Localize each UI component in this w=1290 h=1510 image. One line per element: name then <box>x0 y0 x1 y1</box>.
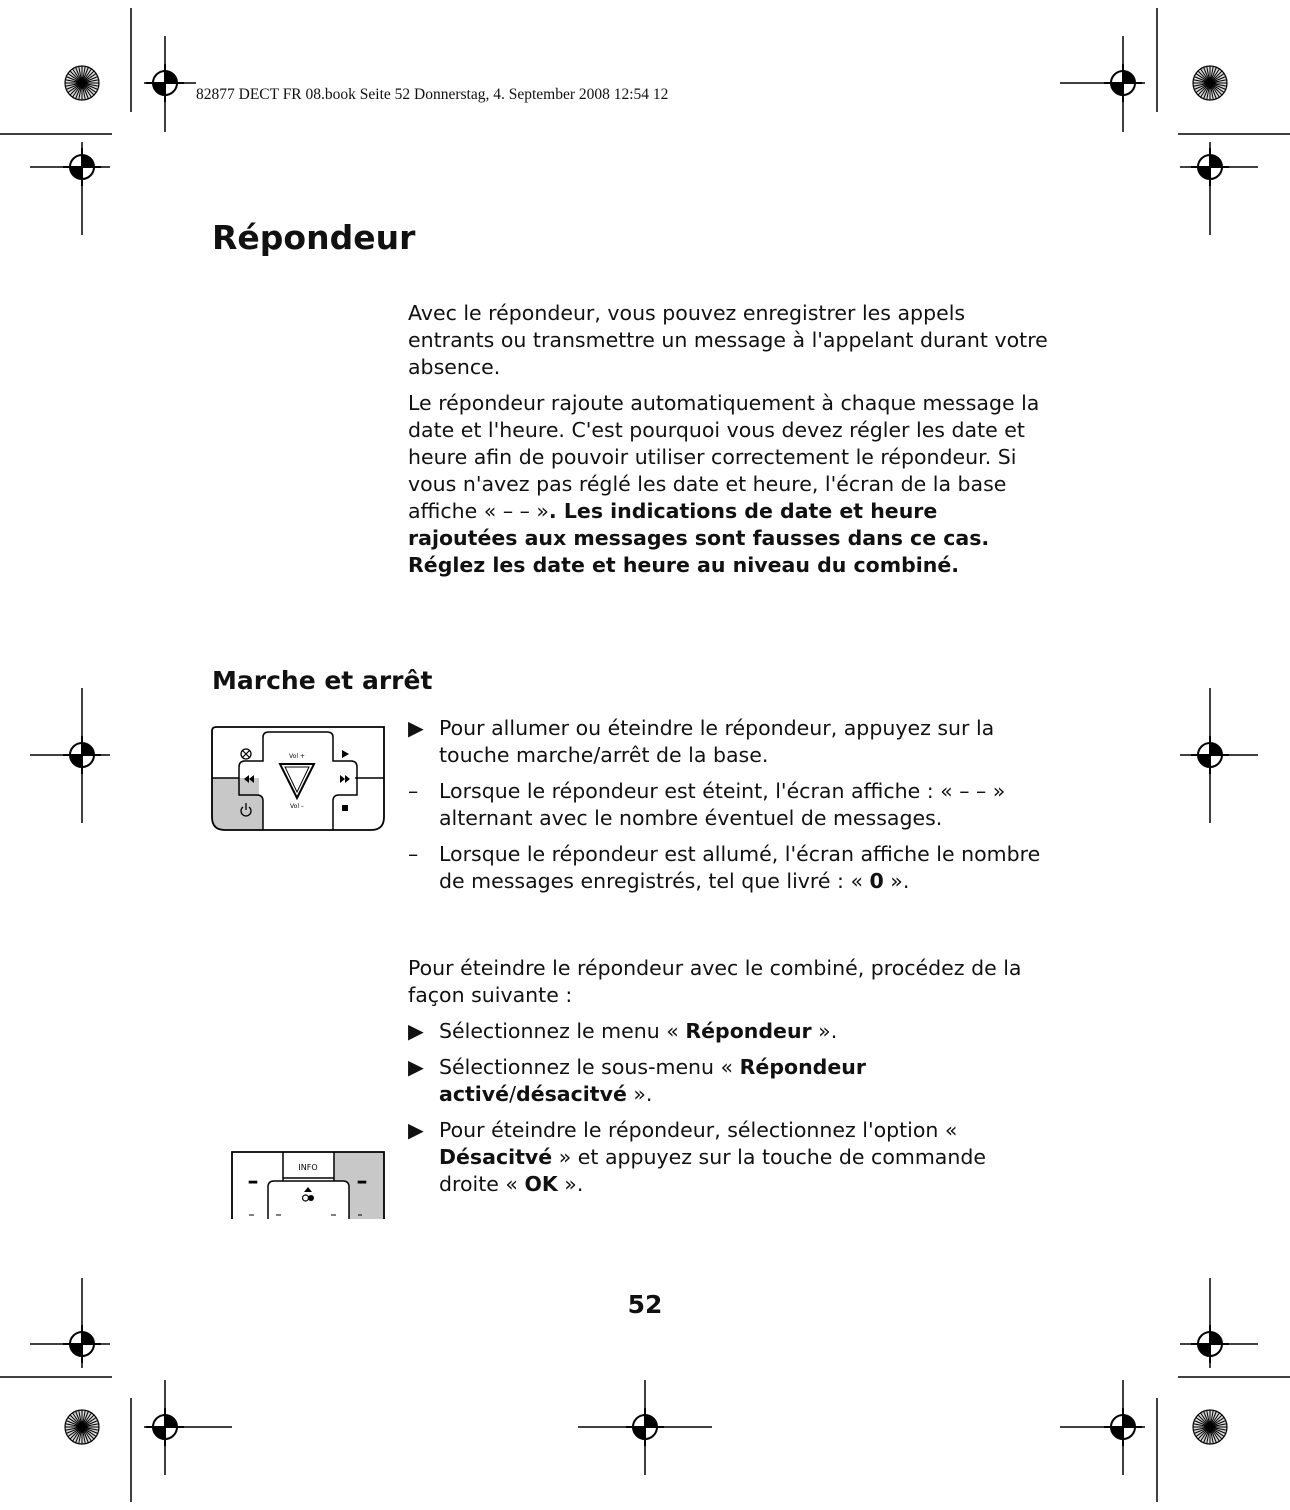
triangle-bullet-icon: ▶ <box>408 1118 424 1142</box>
base-keypad-illustration <box>211 726 385 832</box>
dash-marker: – <box>408 842 419 866</box>
triangle-bullet-icon: ▶ <box>408 1055 424 1079</box>
info-key-label: INFO <box>298 1163 318 1172</box>
right-softkey-minus: – <box>356 1169 368 1194</box>
section-title: Marche et arrêt <box>212 666 433 695</box>
intro-text <box>408 300 1048 579</box>
bullet-item-submenu: ▶ Sélectionnez le sous-menu « Répondeur activé/désacitvé ». <box>408 1055 866 1106</box>
intro-paragraph-2: Le répondeur rajoute automatiquement à chaque message la date et l'heure. C'est pourquoi vous devez régler les date et heure afin de pouvoir utiliser correctement le répondeur. Si vous n'avez pas réglé les date et heure, l'écran de la base affiche « – – ». Les indications de date et heure rajoutées aux messages sont fausses dans ce cas. Réglez les date et heure au niveau du combiné. <box>408 391 1040 577</box>
page-title: Répondeur <box>212 218 416 257</box>
intro-paragraph-1: Avec le répondeur, vous pouvez enregistrer les appels entrants ou transmettre un message à l'appelant durant votre absence. <box>408 301 1048 379</box>
print-header-line: 82877 DECT FR 08.book Seite 52 Donnerstag, 4. September 2008 12:54 12 <box>196 86 669 103</box>
page-number: 52 <box>627 1290 663 1319</box>
dash-item-on: – Lorsque le répondeur est allumé, l'écran affiche le nombre de messages enregistrés, tel que livré : « 0 ». <box>408 842 1041 893</box>
fast-forward-icon <box>340 775 350 783</box>
bullet-item-menu: ▶ Sélectionnez le menu « Répondeur ». <box>408 1019 838 1043</box>
left-softkey-minus: – <box>247 1169 259 1194</box>
dash-item-off: – Lorsque le répondeur est éteint, l'écran affiche : « – – » alternant avec le nombre éventuel de messages. <box>408 779 1006 830</box>
section-body <box>408 715 1048 895</box>
bullet-item-off: ▶ Pour éteindre le répondeur, sélectionnez l'option « Désacitvé » et appuyez sur la touche de commande droite « OK ». <box>408 1118 986 1196</box>
stop-square-icon <box>342 805 348 811</box>
dash-marker: – <box>408 779 419 803</box>
vol-plus-label: Vol + <box>289 753 305 760</box>
play-icon <box>342 750 349 758</box>
triangle-bullet-icon: ▶ <box>408 716 424 740</box>
triangle-bullet-icon: ▶ <box>408 1019 424 1043</box>
handset-steps <box>408 955 1048 1198</box>
handset-intro: Pour éteindre le répondeur avec le combiné, procédez de la façon suivante : <box>408 956 1022 1007</box>
handset-keypad-illustration <box>231 1151 385 1221</box>
bullet-item-power: ▶ Pour allumer ou éteindre le répondeur, appuyez sur la touche marche/arrêt de la base. <box>408 716 995 767</box>
vol-minus-label: Vol – <box>290 803 304 810</box>
stop-x-icon <box>241 749 251 759</box>
